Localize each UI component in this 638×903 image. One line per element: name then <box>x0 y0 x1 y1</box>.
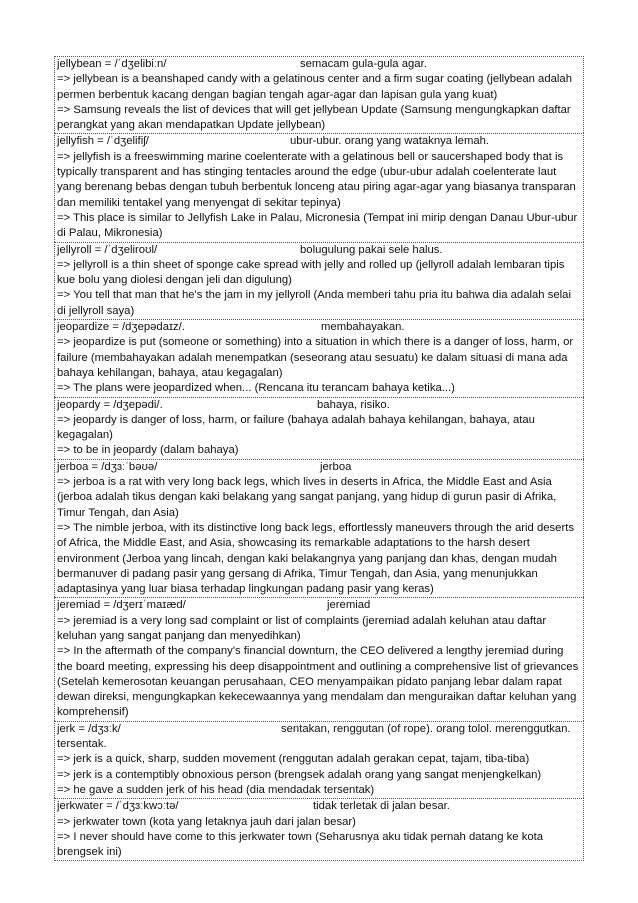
entry-headline <box>57 799 581 814</box>
entry-line: => In the aftermath of the company's financial downturn, the CEO delivered a lengthy jeremiad during the board meeting, expressing his deep disappointment and outlining a comprehensive list of grievances (Setelah kemerosotan keuangan perusahaan, CEO menyampaikan pidato panjang lebar dalam rapat dewan direksi, mengungkapkan kekecewaannya yang mendalam dan menguraikan daftar keluhan yang komprehensif) <box>57 645 579 719</box>
entry-meaning: ubur-ubur. orang yang wataknya lemah. <box>290 135 490 148</box>
glossary-entry-jellyroll <box>54 242 584 319</box>
entry-line: => I never should have come to this jerkwater town (Seharusnya aku tidak pernah datang ke kota brengsek ini) <box>57 830 544 859</box>
entry-term: jerkwater = /ˈdʒɜːkwɔːtə/ <box>57 800 179 813</box>
entry-line: => This place is similar to Jellyfish Lake in Palau, Micronesia (Tempat ini mirip dengan Danau Ubur-ubur di Palau, Mikronesia) <box>57 211 578 240</box>
glossary-entry-jerkwater <box>54 798 584 861</box>
entry-headline <box>57 57 581 72</box>
entry-line: => The plans were jeopardized when... (Rencana itu terancam bahaya ketika...) <box>57 382 455 395</box>
entry-line: => You tell that man that he's the jam in my jellyroll (Anda memberi tahu pria itu bahwa dia adalah selai di jellyroll saya) <box>57 289 571 317</box>
entry-term: jellyfish = /ˈdʒelifiʃ/ <box>57 135 149 148</box>
entry-line: => jerk is a quick, sharp, sudden movement (renggutan adalah gerakan cepat, tajam, tiba-tiba) <box>57 753 530 766</box>
glossary-entry-jeopardize <box>54 319 584 396</box>
entry-term: jerk = /dʒɜːk/ <box>57 722 121 735</box>
entry-line: => he gave a sudden jerk of his head (dia mendadak tersentak) <box>57 783 375 796</box>
entry-headline <box>57 320 581 335</box>
entry-meaning: bolugulung pakai sele halus. <box>300 243 443 256</box>
entry-line: => jellybean is a beanshaped candy with a gelatinous center and a firm sugar coating (jellybean adalah permen berbentuk kacang dengan bagian tengah agar-agar dan lapisan gula yang kuat) <box>57 73 572 101</box>
entry-meaning: membahayakan. <box>321 321 405 334</box>
glossary-entry-jerk <box>54 721 584 798</box>
entry-headline <box>57 722 581 753</box>
glossary-entry-jeopardy <box>54 397 584 459</box>
entry-term: jellybean = /ˈdʒelibiːn/ <box>57 58 167 70</box>
entry-line: => The nimble jerboa, with its distinctive long back legs, effortlessly maneuvers through the arid deserts of Africa, the Middle East, and Asia, showcasing its remarkable adaptations to the harsh desert environment (Jerboa yang lincah, dengan kaki belakangnya yang panjang dan khas, dengan mudah bermanuver di padang pasir yang gersang di Afrika, Timur Tengah, dan Asia, yang menunjukkan adaptasinya yang luar biasa terhadap lingkungan padang pasir yang keras) <box>57 521 574 596</box>
entry-headline <box>57 398 581 413</box>
glossary-document <box>54 56 584 861</box>
entry-line: => jerboa is a rat with very long back legs, which lives in deserts in Africa, the Middle East and Asia (jerboa adalah tikus dengan kaki belakang yang sangat panjang, yang hidup di gurun pasir di Afrika, Timur Tengah, dan Asia) <box>57 476 557 519</box>
entry-meaning: tidak terletak di jalan besar. <box>313 800 450 813</box>
entry-line: => jeopardize is put (someone or something) into a situation in which there is a danger of loss, harm, or failure (membahayakan adalah menempatkan (seseorang atau sesuatu) ke dalam situasi di mana ada bahaya kehilangan, bahaya, atau kegagalan) <box>57 336 574 379</box>
glossary-entry-jerboa <box>54 459 584 598</box>
entry-meaning: bahaya, risiko. <box>317 398 390 411</box>
entry-line: => Samsung reveals the list of devices that will get jellybean Update (Samsung mengungkapkan daftar perangkat yang akan mendapatkan Update jellybean) <box>57 103 571 132</box>
entry-meaning: jerboa <box>320 460 352 473</box>
entry-term: jerboa = /dʒɜːˈbəʊə/ <box>57 460 158 473</box>
entry-line: => jellyfish is a freeswimming marine coelenterate with a gelatinous bell or saucershaped body that is typically transparent and has stinging tentacles around the edge (ubur-ubur adalah coelenterate laut yang berenang bebas dengan tubuh berbentuk lonceng atau piring agar-agar yang biasanya transparan dan memiliki tentakel yang menyengat di sekitar tepinya) <box>57 150 576 209</box>
entry-term: jeopardy = /dʒepədi/. <box>57 398 163 411</box>
entry-line: => jellyroll is a thin sheet of sponge cake spread with jelly and rolled up (jellyroll adalah lembaran tipis kue bolu yang diolesi dengan jeli dan digulung) <box>57 258 565 287</box>
entry-line: => jeopardy is danger of loss, harm, or failure (bahaya adalah bahaya kehilangan, bahaya, atau kegagalan) <box>57 413 535 442</box>
entry-line: => to be in jeopardy (dalam bahaya) <box>57 444 239 457</box>
entry-term: jeopardize = /dʒepədaɪz/. <box>57 321 185 334</box>
entry-term: jeremiad = /dʒerɪˈmaɪæd/ <box>57 599 186 612</box>
glossary-entry-jellyfish <box>54 133 584 241</box>
entry-line: => jerk is a contemptibly obnoxious person (brengsek adalah orang yang sangat menjengkelkan) <box>57 768 542 781</box>
entry-headline <box>57 243 581 258</box>
glossary-entry-jeremiad <box>54 597 584 720</box>
entry-line: => jeremiad is a very long sad complaint or list of complaints (jeremiad adalah keluhan atau daftar keluhan yang sangat panjang dan menyedihkan) <box>57 614 547 642</box>
entry-headline <box>57 598 581 613</box>
entry-meaning: jeremiad <box>327 599 371 612</box>
entry-headline <box>57 460 581 475</box>
entry-term: jellyroll = /ˈdʒeliroʊl/ <box>57 243 158 256</box>
entry-line: => jerkwater town (kota yang letaknya jauh dari jalan besar) <box>57 815 356 828</box>
glossary-entry-jellybean <box>54 56 584 133</box>
entry-headline <box>57 134 581 149</box>
entry-meaning: semacam gula-gula agar. <box>300 58 427 70</box>
entry-meaning: sentakan, renggutan (of rope). orang tolol. merenggutkan. tersentak. <box>57 722 571 751</box>
